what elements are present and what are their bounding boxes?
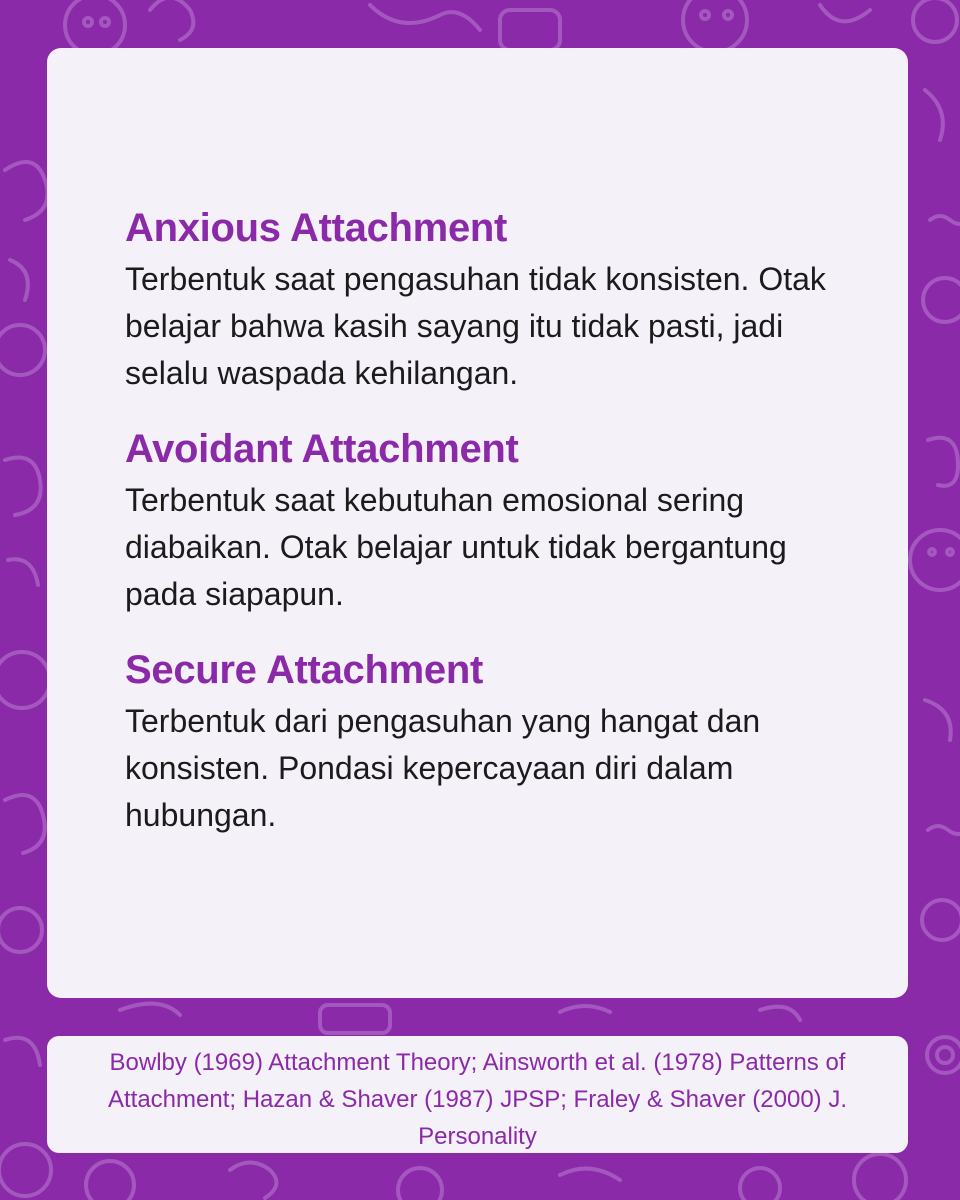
section-anxious	[125, 204, 848, 397]
content-card	[47, 48, 908, 998]
section-avoidant	[125, 425, 848, 618]
section-title: Avoidant Attachment	[125, 427, 519, 471]
references-box	[47, 1036, 908, 1153]
section-body: Terbentuk dari pengasuhan yang hangat dan konsisten. Pondasi kepercayaan diri dalam hubungan.	[125, 703, 761, 833]
section-secure	[125, 646, 848, 839]
references-text: Bowlby (1969) Attachment Theory; Ainsworth et al. (1978) Patterns of Attachment; Hazan & Shaver (1987) JPSP; Fraley & Shaver (2000) J. Personality	[107, 1049, 847, 1150]
section-title: Secure Attachment	[125, 648, 483, 692]
section-body: Terbentuk saat kebutuhan emosional sering diabaikan. Otak belajar untuk tidak bergantung pada siapapun.	[125, 482, 787, 612]
section-title: Anxious Attachment	[125, 206, 508, 250]
section-body: Terbentuk saat pengasuhan tidak konsisten. Otak belajar bahwa kasih sayang itu tidak pasti, jadi selalu waspada kehilangan.	[125, 261, 826, 391]
